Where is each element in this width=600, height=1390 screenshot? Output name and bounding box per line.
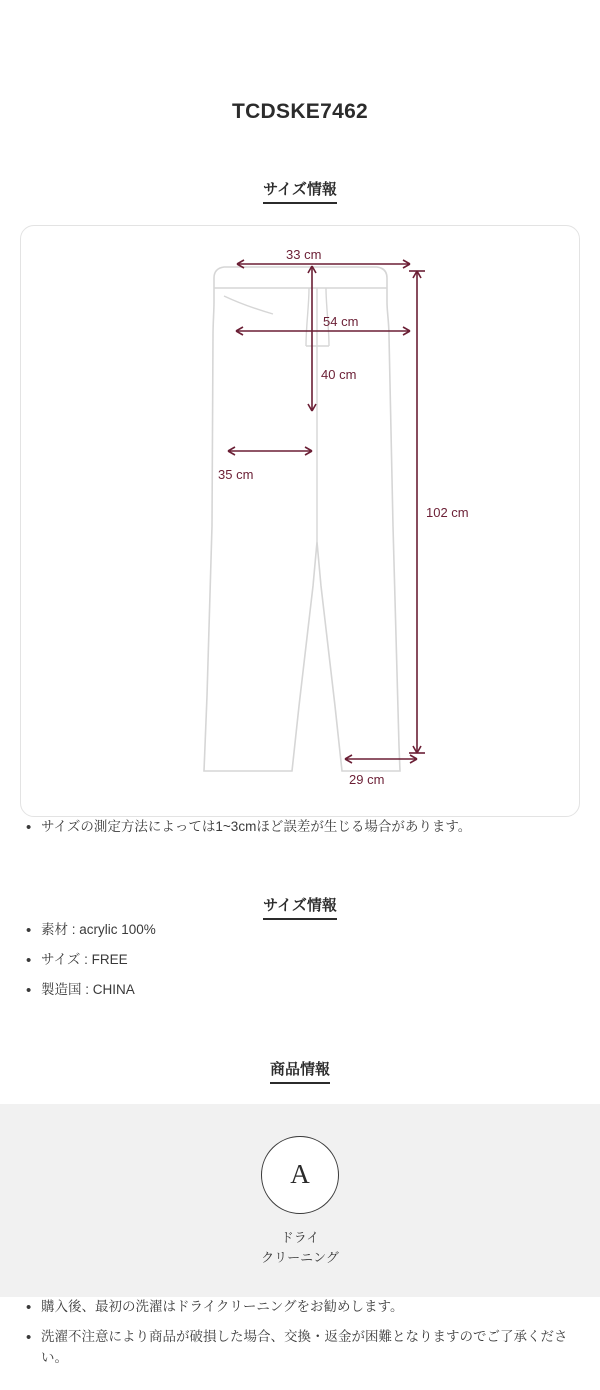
dimension-total-length	[409, 271, 469, 753]
list-item: • 素材 : acrylic 100%	[20, 920, 580, 941]
spec-heading-text: サイズ情報	[263, 894, 337, 920]
care-label	[0, 1228, 600, 1270]
garment-outline	[204, 267, 400, 771]
dimension-waist-label: 33 cm	[286, 247, 322, 262]
list-item: • サイズ : FREE	[20, 950, 580, 971]
dimension-rise-label: 40 cm	[321, 367, 357, 382]
product-info-heading-text: 商品情報	[270, 1058, 330, 1084]
care-instruction-panel	[0, 1104, 600, 1298]
list-item: • 製造国 : CHINA	[20, 980, 580, 1001]
list-item: • サイズの測定方法によっては1~3cmほど誤差が生じる場合があります。	[20, 817, 580, 838]
spec-heading	[20, 894, 580, 920]
dimension-hem-label: 29 cm	[349, 772, 385, 787]
page-title: TCDSKE7462	[231, 100, 369, 123]
product-info-heading	[20, 1058, 580, 1084]
dry-clean-icon	[261, 1136, 339, 1214]
care-label-line1: ドライ	[280, 1229, 320, 1245]
pants-measurement-diagram	[21, 226, 579, 816]
list-item: • 洗濯不注意により商品が破損した場合、交換・返金が困難となりますのでご了承ください。	[20, 1327, 580, 1369]
size-diagram-container	[20, 225, 580, 817]
size-info-heading	[20, 178, 580, 204]
dimension-hip-label: 54 cm	[323, 314, 359, 329]
dimension-waist	[237, 247, 410, 268]
dry-clean-icon-letter: A	[290, 1159, 310, 1190]
list-item: • 購入後、最初の洗濯はドライクリーニングをお勧めします。	[20, 1297, 580, 1318]
dimension-thigh-label: 35 cm	[218, 467, 254, 482]
care-label-line2: クリーニング	[261, 1250, 339, 1266]
care-notes-list	[20, 1297, 580, 1369]
spec-list	[20, 920, 580, 1001]
size-info-heading-text: サイズ情報	[263, 178, 337, 204]
dimension-total-length-label: 102 cm	[426, 505, 469, 520]
measure-notes-list	[20, 817, 580, 838]
